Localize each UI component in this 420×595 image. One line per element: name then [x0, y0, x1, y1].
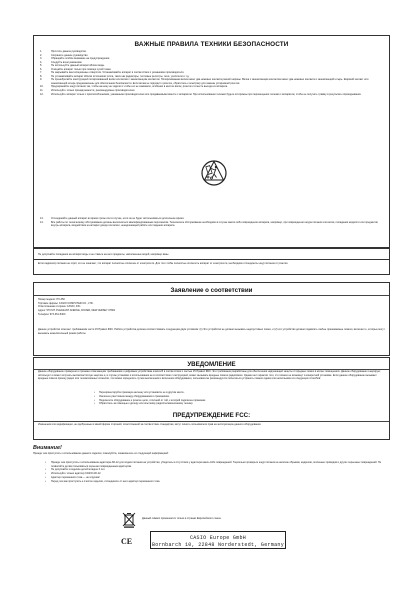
safety-item-text: Не устанавливайте аппарат вблизи источников тепла, таких как радиаторы, тепловые регистры, печи, усилители и т.д.: [51, 74, 190, 78]
safety-item-number: 2.: [40, 53, 43, 57]
notice-paragraph: Данное оборудование проверено и признано отвечающим требованиям к цифровым устройствам класса B в соответствии с частью 15 Правил ФКС. Эти требования разработаны для обеспечения надлежащей защиты от вредных помех в жилых помещениях. Данное оборудование генерирует, использует и может излучать высокочастотную энергию и, в случае установки и использования не в соответствии с инструкцией, может вызывать вредные помехи радиосвязи. Однако нет гарантии того, что помехи не возникнут в конкретной установке. Если данное оборудование вызывает вредные помехи приему радио или телевизионных сигналов, что можно определить путем выключения и включения оборудования, пользователю рекомендуется попытаться устранить помехи одним или несколькими из следующих способов:: [38, 370, 381, 381]
safety-item-number: 8.: [40, 74, 43, 78]
notice-title: УВЕДОМЛЕНИЕ: [187, 361, 236, 368]
safety-item: [38, 78, 385, 85]
fcc-paragraph: Изменения или модификации, не одобренные в явной форме стороной, ответственной за соответствие стандартам, могут лишить пользователя прав на эксплуатацию данного оборудования.: [38, 423, 262, 426]
safety-item-text: Очищайте аппарат только при помощи сухой ткани.: [51, 67, 112, 71]
conformity-address: Адрес: 570 MT. PLEASANT AVENUE, DOVER, NEW JERSEY 07801: [38, 309, 116, 313]
safety-item: [38, 221, 385, 228]
safety-item-number: 1.: [40, 50, 43, 53]
safety-item-text: Не используйте данный аппарат вблизи воды.: [51, 64, 105, 68]
crossed-bin-icon: [122, 512, 136, 528]
attention-list: [46, 461, 388, 483]
conformity-model: Номер модели: PX-350: [38, 298, 65, 301]
attention-item: • Прежде чем приступить к использованию адаптера AD-12 для подачи питания на устройство, убедитесь в отсутствии у адаптера каких-либо повреждений. Тщательно проверьте шнур питания на наличие обрывов, надрезов, оголенных проводов и других серьезных повреждений. Не позволяйте детям пользоваться серьезно поврежденным адаптером.: [46, 461, 388, 468]
fcc-title: ПРЕДУПРЕЖДЕНИЕ FCC:: [172, 412, 251, 419]
power-note-text: Если индикатор питания не горит, это не означает, что аппарат полностью отключен от электросети. Для того чтобы полностью отключить аппарат от электросети, необходимо отсоединить шнур питания от розетки.: [38, 262, 289, 265]
conformity-paragraph: Данное устройство отвечает требованиям части 15 Правил ФКС. Работа устройства должна соответствовать следующим двум условиям: (1) Это устройство не должно вызывать недопустимых помех, и (2) это устройство должно подавлять любые принимаемые помехи, включая те, которые могут вызывать нежелательный режим работы.: [38, 328, 385, 335]
conformity-phone: Телефон: 973-361-5400: [38, 312, 66, 316]
attention-intro: Прежде чем приступить к использованию данного изделия, пожалуйста, ознакомьтесь со следующей информацией:: [33, 452, 169, 455]
safety-item-number: 14.: [40, 220, 44, 224]
attention-item: • Адаптер переменного тока — не игрушка!: [46, 476, 388, 480]
cart-tipover-warning-icon: [201, 153, 227, 193]
safety-item-text: Не пренебрегайте конструкцией поляризованной вилки или вилки с заземляющим контактом. Поляризованная вилка имеет два ножевых контакта разной ширины. Вилка с заземляющим контактом имеет два ножевых контакта и заземляющий штырь. Широкий контакт или заземляющий штырь предназначены для обеспечения безопасности. Если вилка не подходит к розетке, обратитесь к электрику для замены устаревшей розетки.: [51, 78, 369, 85]
notice-bullet: • Увеличьте расстояние между оборудованием и приемником.: [94, 395, 369, 399]
notice-bullet: • Обратитесь за помощью к дилеру или опытному радио/телевизионному технику.: [94, 402, 369, 406]
safety-item-number: 7.: [40, 71, 43, 75]
safety-item-number: 9.: [40, 78, 43, 82]
ce-mark: CE: [121, 537, 133, 546]
safety-item-text: Используйте только принадлежности, рекомендуемые производителем.: [51, 89, 136, 93]
safety-instructions-box: [33, 35, 390, 248]
conformity-trade-name: Торговое фирмы: CASIO COMPUTER CO., LTD.: [38, 301, 94, 305]
power-note-box: [33, 260, 390, 275]
conformity-responsible-party: Ответственная сторона: CASIO, INC.: [38, 305, 81, 309]
attention-item: • Не допускайте к изделию детей младше 3 лет.: [46, 468, 388, 472]
manufacturer-name: CASIO Europe GmbH: [189, 534, 247, 541]
safety-item-number: 3.: [40, 57, 43, 61]
conformity-box: [33, 282, 390, 356]
weee-note: Данный символ применяется только в странах Европейского союза.: [142, 517, 222, 520]
notice-bullet: • Подключите оборудование к розетке цепи, отличной от той, к которой подключен приемник.: [94, 399, 369, 403]
safety-item-text: Не закрывайте вентиляционные отверстия. Устанавливайте аппарат в соответствии с указаниями производителя.: [51, 71, 185, 75]
water-note-text: Не допускайте попадания на аппарат воды и не ставьте на него предметы, наполненные водой, например вазы.: [38, 252, 170, 256]
conformity-divider: [34, 295, 389, 296]
safety-item-text: Следуйте всем указаниям.: [51, 60, 83, 64]
safety-item-text: Обращайте особое внимание на предупреждения.: [51, 57, 110, 61]
safety-item-number: 10.: [40, 85, 44, 89]
safety-item-number: 12.: [40, 92, 44, 96]
safety-item-number: 5.: [40, 64, 43, 68]
attention-title: Внимание!: [33, 445, 62, 451]
manufacturer-address: Bornbarch 10, 22848 Norderstedt, Germany: [151, 541, 285, 548]
safety-item-text: Прочтите данное руководство.: [51, 50, 87, 53]
safety-title: ВАЖНЫЕ ПРАВИЛА ТЕХНИКИ БЕЗОПАСНОСТИ: [134, 41, 289, 48]
safety-item-number: 4.: [40, 60, 43, 64]
safety-list: [38, 50, 385, 96]
safety-item-text: Все работы по техническому обслуживанию должны выполняться квалифицированным персоналом. Техническое обслуживание необходимо в случае какого-либо повреждения аппарата, например, при повреждении шнура питания или вилки, попадании жидкости или предметов внутрь аппарата, воздействии на аппарат дождя или влаги, ненадлежащей работе или падении аппарата.: [51, 220, 378, 228]
safety-item-number: 6.: [40, 67, 43, 71]
safety-item-text: Предохраняйте шнур питания так, чтобы на нему не ходили и чтобы его не зажимало, особенно в местах вилок, розеток и в месте выхода из аппарата.: [51, 85, 228, 89]
attention-item: • Перед тем как приступить к очистке изделия, отсоедините от него адаптер переменного тока.: [46, 480, 388, 484]
notice-bullet: • Переориентируйте приемную антенну или установите ее в другом месте.: [94, 391, 369, 395]
safety-item-number: 11.: [40, 89, 44, 93]
safety-item-number: 13.: [40, 217, 44, 220]
safety-item: [38, 93, 385, 97]
attention-item: • Используйте только адаптер CASIO AD-12.: [46, 472, 388, 476]
safety-item-text: Отсоединяйте данный аппарат во время грозы или в случае, если он не будет использоваться длительное время.: [51, 217, 185, 220]
safety-item-text: Используйте аппарат только с приспособлениями, указанными производителем или продаваемыми вместе с аппаратом. При использовании тележки будьте осторожны при перемещении тележки с аппаратом, чтобы не получить травму в результате опрокидывания.: [51, 92, 362, 96]
water-note-box: [33, 248, 390, 260]
notice-bullets: [94, 391, 369, 406]
fcc-divider: [34, 421, 389, 422]
conformity-title: Заявление о соответствии: [170, 287, 253, 294]
conformity-details: [38, 298, 385, 317]
manufacturer-box: [150, 531, 286, 549]
notice-box: [33, 357, 390, 440]
safety-list-continued: [38, 217, 385, 228]
safety-item-text: Сохраните данное руководство.: [51, 53, 89, 57]
